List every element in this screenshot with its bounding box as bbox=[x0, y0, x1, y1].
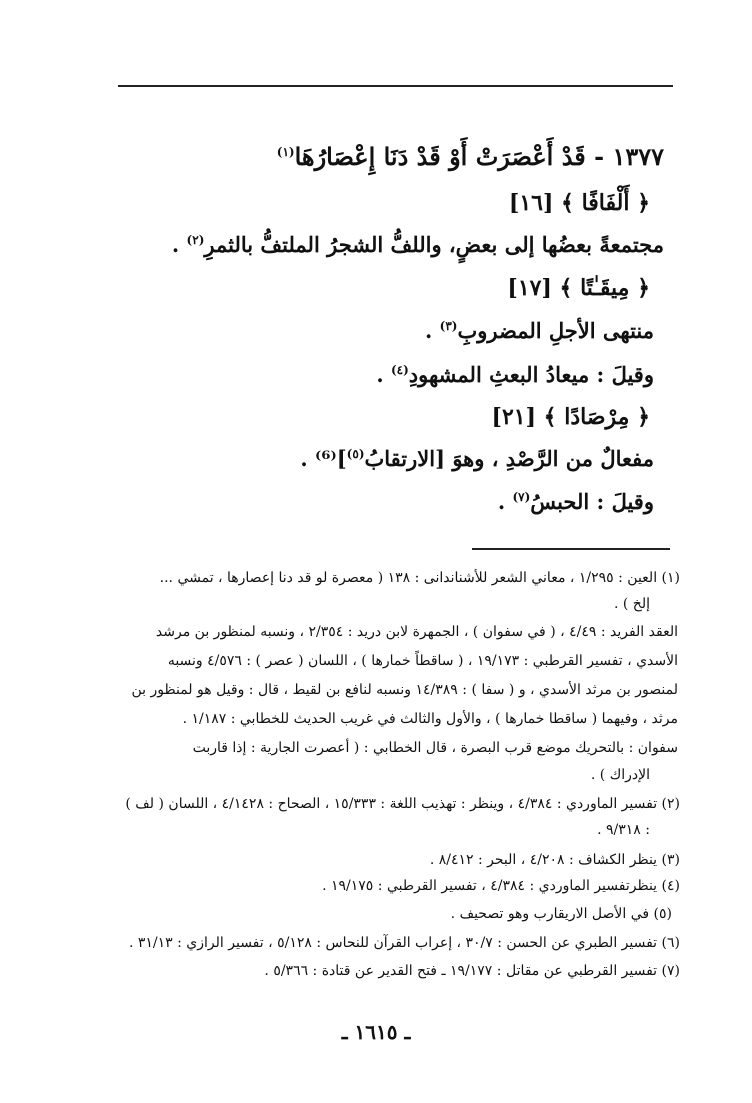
page-number: ـ ١٦١٥ ـ bbox=[341, 1020, 411, 1044]
gloss-text: وقيلَ : ميعادُ البعثِ المشهودِ bbox=[408, 362, 654, 387]
footnote-line: (٦) تفسير الطبري عن الحسن : ٣٠/٧ ، إعراب القرآن للنحاس : ٥/١٢٨ ، تفسير الرازي : ٣١/١٣ . bbox=[128, 935, 680, 951]
footnote-line: سفوان : بالتحريك موضع قرب البصرة ، قال الخطابي : ( أعصرت الجارية : إذا قاربت bbox=[192, 740, 678, 756]
footnote-ref: (١) bbox=[276, 145, 295, 159]
gloss-end: . bbox=[425, 318, 440, 343]
footnote-line: (٧) تفسير القرطبي عن مقاتل : ١٩/١٧٧ ـ فتح القدير عن قتادة : ٥/٣٦٦ . bbox=[264, 963, 680, 979]
footnote-line: : ٩/٣١٨ . bbox=[597, 822, 650, 838]
footnote-line: (٣) ينظر الكشاف : ٤/٢٠٨ ، البحر : ٨/٤١٢ . bbox=[429, 852, 680, 868]
entry-heading: ﴿ مِيقَـٰتًا ﴾ [١٧] bbox=[507, 275, 650, 301]
footnote-line: الأسدي ، تفسير القرطبي : ١٩/١٧٣ ، ( ساقطاً خمارها ) ، اللسان ( عصر ) : ٤/٥٧٦ ونسبه bbox=[167, 653, 678, 669]
top-rule bbox=[118, 85, 673, 87]
verse-entry bbox=[277, 142, 664, 171]
footnote-ref: (٥) bbox=[346, 447, 365, 461]
footnote-line: الإدراك ) . bbox=[590, 767, 650, 783]
gloss-end: ]⁽⁶⁾ . bbox=[300, 446, 347, 471]
gloss-text: منتهى الأجلِ المضروبِ bbox=[457, 318, 654, 343]
footnote-separator bbox=[472, 548, 670, 550]
gloss-end: . bbox=[376, 362, 391, 387]
entry-gloss bbox=[376, 362, 654, 387]
footnote-line: العقد الفريد : ٤/٤٩ ، ( في سفوان ) ، الجمهرة لابن دريد : ٢/٣٥٤ ، ونسبه لمنظور بن مرشد bbox=[155, 624, 678, 640]
footnote-line: (٢) تفسير الماوردي : ٤/٣٨٤ ، وينظر : تهذيب اللغة : ١٥/٣٣٣ ، الصحاح : ٤/١٤٢٨ ، اللسان ( لف ) bbox=[125, 796, 680, 812]
gloss-text: مفعالٌ من الرَّصْدِ ، وهوَ [الارتقابُ bbox=[364, 446, 654, 471]
footnote-ref: (٤) bbox=[390, 363, 409, 377]
footnote-line: إلخ ) . bbox=[613, 596, 650, 612]
gloss-text: وقيلَ : الحبسُ bbox=[530, 489, 654, 514]
footnote-line: لمنصور بن مرثد الأسدي ، و ( سفا ) : ١٤/٣٨٩ ونسبه لنافع بن لقيط ، قال : وقيل هو لمنظور بن bbox=[131, 682, 678, 698]
entry-gloss bbox=[172, 232, 664, 257]
footnote-ref: (٣) bbox=[439, 319, 458, 333]
footnote-line: (٤) ينظرتفسير الماوردي : ٤/٣٨٤ ، تفسير القرطبي : ١٩/١٧٥ . bbox=[322, 878, 680, 894]
footnote-line: (٥) في الأصل الاريقارب وهو تصحيف . bbox=[450, 906, 672, 922]
gloss-text: مجتمعةً بعضُها إلى بعضٍ، واللفُّ الشجرُ الملتفُّ بالثمرِ bbox=[204, 232, 664, 257]
footnote-ref: (٧) bbox=[512, 490, 531, 504]
gloss-end: . bbox=[171, 232, 187, 257]
footnote-line: (١) العين : ١/٢٩٥ ، معاني الشعر للأشناندانى : ١٣٨ ( معصرة لو قد دنا إعصارها ، تمشي ... bbox=[159, 570, 680, 586]
footnote-line: مرثد ، وفيهما ( ساقطا خمارها ) ، والأول والثالث في غريب الحديث للخطابي : ١/١٨٧ . bbox=[182, 711, 678, 727]
entry-gloss bbox=[498, 489, 654, 514]
entry-heading: ﴿ أَلْفَافًا ﴾ [١٦] bbox=[508, 190, 650, 216]
entry-gloss bbox=[425, 318, 654, 343]
gloss-end: . bbox=[497, 489, 513, 514]
verse-text: ١٣٧٧ - قَدْ أَعْصَرَتْ أَوْ قَدْ دَنَا إِعْصَارُهَا bbox=[294, 142, 664, 171]
entry-gloss bbox=[300, 446, 654, 471]
footnote-ref: (٢) bbox=[186, 233, 205, 247]
entry-heading: ﴿ مِرْصَادًا ﴾ [٢١] bbox=[491, 404, 650, 430]
